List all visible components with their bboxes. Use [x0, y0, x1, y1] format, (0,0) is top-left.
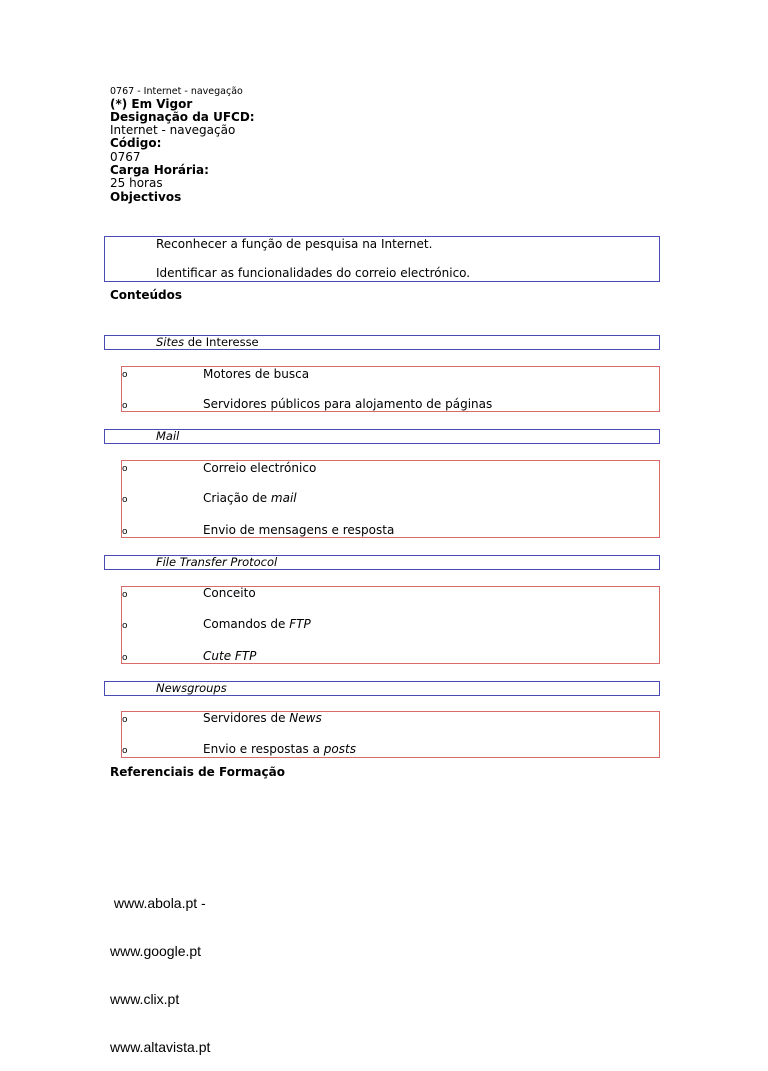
- list-item: Conceito: [203, 586, 256, 600]
- section-items-box: [121, 586, 660, 664]
- code-value: 0767: [110, 150, 141, 164]
- link-list: [110, 863, 210, 1071]
- course-line: 0767 - Internet - navegação: [110, 86, 243, 97]
- list-item: Comandos de FTP: [203, 617, 311, 631]
- hours-value: 25 horas: [110, 176, 163, 190]
- bullet-icon: o: [122, 370, 128, 380]
- list-item: Criação de mail: [203, 491, 297, 505]
- bullet-icon: o: [122, 653, 128, 663]
- bullet-icon: o: [122, 590, 128, 600]
- bullet-icon: o: [122, 401, 128, 411]
- list-item: Cute FTP: [203, 649, 257, 663]
- link-abola[interactable]: www.abola.pt -: [110, 895, 206, 911]
- link-google[interactable]: www.google.pt: [110, 943, 202, 959]
- list-item: Servidores públicos para alojamento de páginas: [203, 397, 493, 411]
- designation-label: Designação da UFCD:: [110, 110, 255, 124]
- list-item: Servidores de News: [203, 711, 322, 725]
- list-item: Envio de mensagens e resposta: [203, 523, 395, 537]
- bullet-icon: o: [122, 495, 128, 505]
- link-clix[interactable]: www.clix.pt: [110, 991, 180, 1007]
- contents-heading: Conteúdos: [110, 288, 182, 302]
- bullet-icon: o: [122, 464, 128, 474]
- objective-item: Reconhecer a função de pesquisa na Internet.: [156, 237, 433, 251]
- link-altavista[interactable]: www.altavista.pt: [110, 1039, 211, 1055]
- list-item: Envio e respostas a posts: [203, 742, 356, 756]
- section-title: Newsgroups: [156, 681, 227, 695]
- references-heading: Referenciais de Formação: [110, 765, 285, 779]
- section-items-box: [121, 711, 660, 758]
- section-title: Mail: [156, 429, 180, 443]
- objective-item: Identificar as funcionalidades do correio electrónico.: [156, 266, 471, 280]
- bullet-icon: o: [122, 746, 128, 756]
- code-label: Código:: [110, 136, 162, 150]
- list-item: Motores de busca: [203, 367, 310, 381]
- section-header-box: [104, 429, 660, 444]
- bullet-icon: o: [122, 621, 128, 631]
- bullet-icon: o: [122, 715, 128, 725]
- designation-value: Internet - navegação: [110, 123, 236, 137]
- objectives-heading: Objectivos: [110, 190, 182, 204]
- bullet-icon: o: [122, 527, 128, 537]
- section-title: File Transfer Protocol: [156, 555, 278, 569]
- section-title: Sites de Interesse: [156, 335, 259, 349]
- status-label: (*) Em Vigor: [110, 97, 193, 111]
- list-item: Correio electrónico: [203, 461, 317, 475]
- hours-label: Carga Horária:: [110, 163, 209, 177]
